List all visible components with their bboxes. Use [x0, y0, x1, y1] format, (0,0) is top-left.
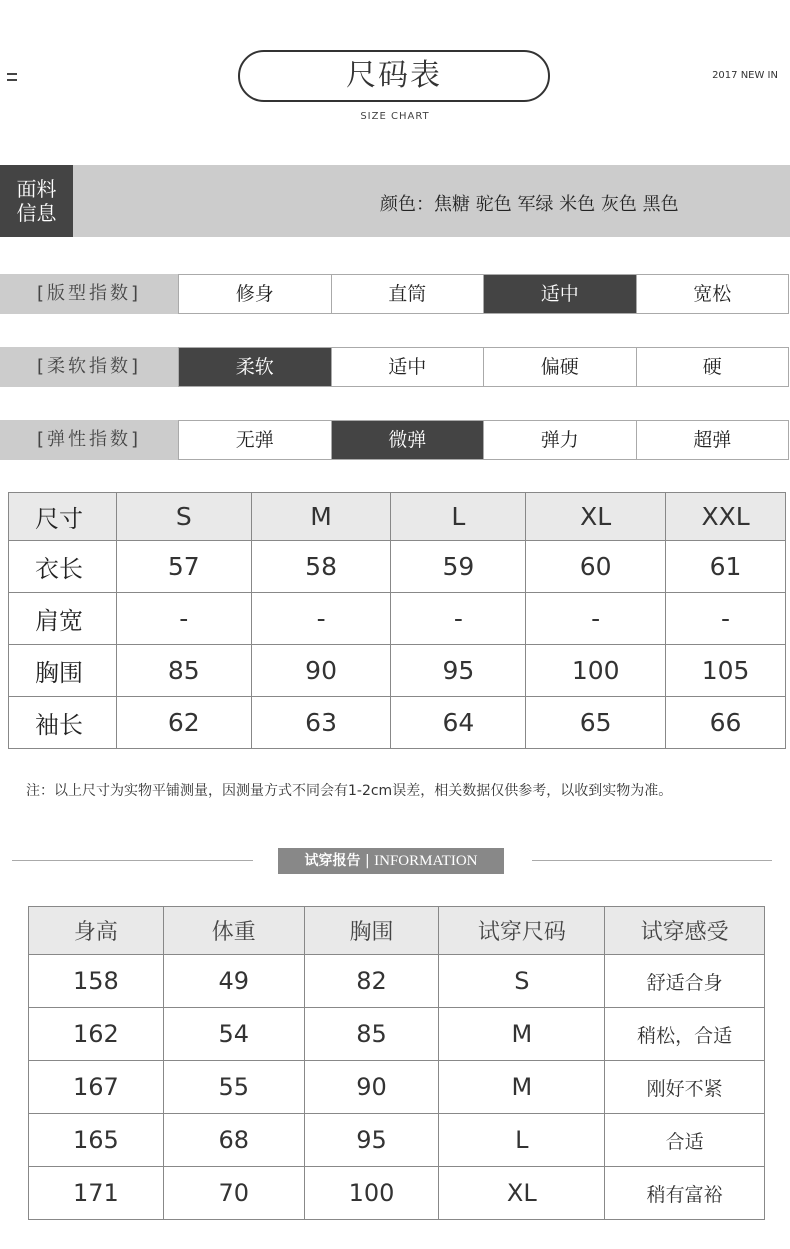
table-cell: 60 — [526, 541, 666, 593]
table-cell: 稍松，合适 — [605, 1008, 765, 1061]
table-cell: - — [391, 593, 526, 645]
info-title-en: INFORMATION — [374, 853, 478, 869]
page-subtitle: SIZE CHART — [360, 111, 430, 122]
table-cell: 85 — [116, 645, 251, 697]
elasticity-index-label: [弹性指数] — [0, 420, 178, 460]
table-cell: M — [439, 1061, 605, 1114]
fitting-table-header — [29, 907, 765, 955]
divider-right — [532, 860, 772, 861]
table-cell: - — [526, 593, 666, 645]
divider-left — [12, 860, 253, 861]
header-cell: 胸围 — [304, 907, 439, 955]
table-cell: 85 — [304, 1008, 439, 1061]
table-cell: 62 — [116, 697, 251, 749]
table-cell: XL — [439, 1167, 605, 1220]
fit-option: 直筒 — [331, 275, 484, 313]
size-table-corner: 尺寸 — [9, 493, 117, 541]
softness-option-selected: 柔软 — [179, 348, 331, 386]
table-row — [29, 1008, 765, 1061]
table-cell: - — [251, 593, 391, 645]
softness-option: 硬 — [636, 348, 789, 386]
header-cell: 试穿尺码 — [439, 907, 605, 955]
table-cell: 100 — [304, 1167, 439, 1220]
table-row — [29, 1061, 765, 1114]
table-cell: 68 — [163, 1114, 304, 1167]
table-cell: 舒适合身 — [605, 955, 765, 1008]
size-header-cell: M — [251, 493, 391, 541]
softness-index-options — [178, 347, 789, 387]
table-cell: 90 — [304, 1061, 439, 1114]
row-label: 衣长 — [9, 541, 117, 593]
fabric-label-line2: 信息 — [16, 201, 57, 225]
table-cell: 刚好不紧 — [605, 1061, 765, 1114]
side-menu-icon — [7, 73, 17, 82]
table-cell: 65 — [526, 697, 666, 749]
table-cell: 57 — [116, 541, 251, 593]
header-cell: 身高 — [29, 907, 164, 955]
table-cell: 165 — [29, 1114, 164, 1167]
elasticity-option: 超弹 — [636, 421, 789, 459]
table-cell: 95 — [304, 1114, 439, 1167]
table-cell: 59 — [391, 541, 526, 593]
page-title: 尺码表 — [238, 50, 550, 102]
table-cell: 167 — [29, 1061, 164, 1114]
table-row — [9, 541, 786, 593]
row-label: 胸围 — [9, 645, 117, 697]
fabric-colors: 颜色：焦糖 驼色 军绿 米色 灰色 黑色 — [380, 194, 679, 215]
fit-index-options — [178, 274, 789, 314]
softness-index-row — [0, 347, 790, 387]
table-cell: 54 — [163, 1008, 304, 1061]
fit-index-row — [0, 274, 790, 314]
size-header-cell: L — [391, 493, 526, 541]
size-table — [8, 492, 786, 749]
size-table-header — [9, 493, 786, 541]
fit-index-label: [版型指数] — [0, 274, 178, 314]
table-cell: 63 — [251, 697, 391, 749]
table-cell: 95 — [391, 645, 526, 697]
softness-option: 适中 — [331, 348, 484, 386]
softness-index-label: [柔软指数] — [0, 347, 178, 387]
table-cell: S — [439, 955, 605, 1008]
elasticity-option-selected: 微弹 — [331, 421, 484, 459]
row-label: 袖长 — [9, 697, 117, 749]
table-cell: 82 — [304, 955, 439, 1008]
measurement-note: 注：以上尺寸为实物平铺测量，因测量方式不同会有1-2cm误差，相关数据仅供参考，以收到实物为准。 — [26, 783, 673, 799]
info-section-title — [278, 848, 504, 874]
table-cell: 105 — [666, 645, 786, 697]
table-row — [29, 955, 765, 1008]
info-title-cn: 试穿报告 — [304, 853, 361, 869]
table-row — [9, 593, 786, 645]
fabric-info-label — [0, 165, 73, 237]
softness-option: 偏硬 — [483, 348, 636, 386]
row-label: 肩宽 — [9, 593, 117, 645]
fabric-label-line1: 面料 — [16, 177, 57, 201]
elasticity-index-row — [0, 420, 790, 460]
table-row — [29, 1167, 765, 1220]
table-cell: - — [666, 593, 786, 645]
fit-option-selected: 适中 — [483, 275, 636, 313]
table-cell: 58 — [251, 541, 391, 593]
table-cell: - — [116, 593, 251, 645]
table-cell: L — [439, 1114, 605, 1167]
table-cell: 100 — [526, 645, 666, 697]
size-header-cell: S — [116, 493, 251, 541]
elasticity-option: 弹力 — [483, 421, 636, 459]
table-cell: 49 — [163, 955, 304, 1008]
table-cell: 70 — [163, 1167, 304, 1220]
table-cell: M — [439, 1008, 605, 1061]
table-cell: 171 — [29, 1167, 164, 1220]
header-cell: 试穿感受 — [605, 907, 765, 955]
table-cell: 66 — [666, 697, 786, 749]
elasticity-option: 无弹 — [235, 429, 274, 451]
size-header-cell: XL — [526, 493, 666, 541]
info-title-separator: | — [364, 853, 370, 869]
table-cell: 158 — [29, 955, 164, 1008]
table-cell: 162 — [29, 1008, 164, 1061]
table-row — [29, 1114, 765, 1167]
table-row — [9, 697, 786, 749]
header-cell: 体重 — [163, 907, 304, 955]
fit-option: 修身 — [235, 283, 274, 305]
size-header-cell: XXL — [666, 493, 786, 541]
fitting-report-table — [28, 906, 765, 1220]
table-cell: 90 — [251, 645, 391, 697]
table-cell: 64 — [391, 697, 526, 749]
table-cell: 合适 — [605, 1114, 765, 1167]
table-row — [9, 645, 786, 697]
table-cell: 55 — [163, 1061, 304, 1114]
new-in-badge: 2017 NEW IN — [712, 70, 778, 81]
elasticity-index-options — [178, 420, 789, 460]
table-cell: 61 — [666, 541, 786, 593]
table-cell: 稍有富裕 — [605, 1167, 765, 1220]
fit-option: 宽松 — [636, 275, 789, 313]
